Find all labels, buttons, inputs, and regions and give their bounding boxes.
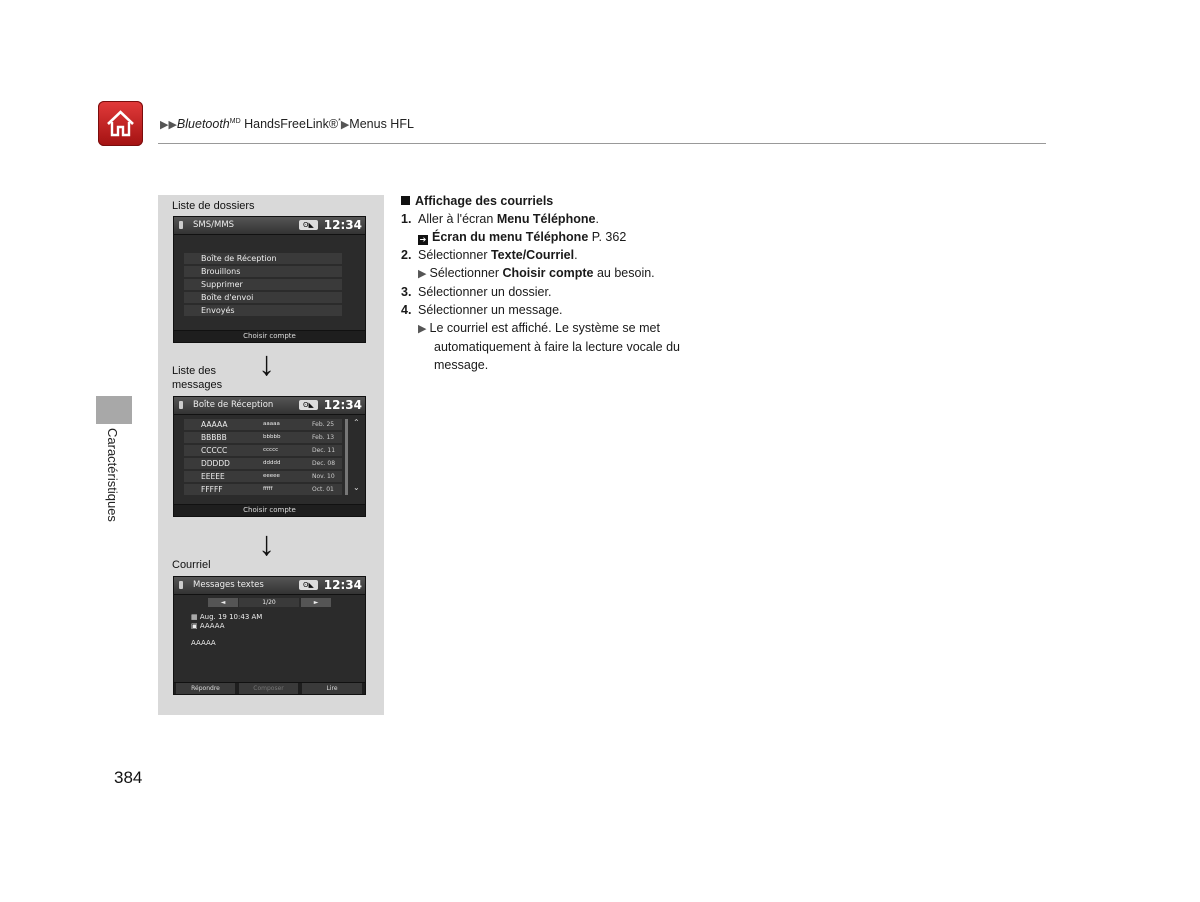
screen-folder-list <box>173 216 366 343</box>
read-button[interactable]: Lire <box>302 683 362 694</box>
screen-title: SMS/MMS <box>193 220 235 230</box>
folder-item[interactable]: Brouillons <box>184 266 342 277</box>
scrollbar[interactable] <box>345 419 348 495</box>
step-1: 1. Aller à l'écran Menu Téléphone. <box>401 212 599 226</box>
square-bullet-icon <box>401 196 410 205</box>
scroll-up-icon[interactable]: ⌃ <box>353 418 360 427</box>
choose-account-button[interactable]: Choisir compte <box>174 330 365 342</box>
instructions <box>401 192 721 374</box>
reply-button[interactable]: Répondre <box>176 683 235 694</box>
message-row[interactable]: DDDDD ddddd Dec. 08 <box>184 458 342 469</box>
down-arrow-icon: ↓ <box>258 345 275 383</box>
screens-panel <box>158 195 384 715</box>
scroll-down-icon[interactable]: ⌄ <box>353 483 360 492</box>
home-button[interactable] <box>98 101 143 146</box>
home-icon <box>104 107 137 140</box>
label-email: Courriel <box>172 559 211 571</box>
screen-header <box>174 217 365 235</box>
phone-icon <box>179 221 183 229</box>
section-tab[interactable] <box>96 396 132 424</box>
step-4-note-cont: automatiquement à faire la lecture vocale du <box>434 340 680 354</box>
next-message-button[interactable]: ► <box>301 598 331 607</box>
message-row[interactable]: AAAAA aaaaa Feb. 25 <box>184 419 342 430</box>
message-row[interactable]: EEEEE eeeee Nov. 10 <box>184 471 342 482</box>
breadcrumb-arrow-icon: ▶ <box>340 119 350 131</box>
bluetooth-status-icon: ʘ◣ <box>299 580 318 590</box>
step-4-note-cont: message. <box>434 358 489 372</box>
bluetooth-status-icon: ʘ◣ <box>299 400 318 410</box>
phone-icon <box>179 401 183 409</box>
breadcrumb-hfl: HandsFreeLink® <box>240 117 339 131</box>
screen-message-list <box>173 396 366 517</box>
message-body: AAAAA <box>191 639 216 647</box>
folder-item[interactable]: Boîte d'envoi <box>184 292 342 303</box>
label-folders: Liste de dossiers <box>172 200 255 212</box>
step-4-note: ▶ Le courriel est affiché. Le système se met <box>418 321 660 335</box>
down-arrow-icon: ↓ <box>258 525 275 563</box>
screen-header <box>174 397 365 415</box>
triangle-bullet-icon: ▶ <box>418 268 430 280</box>
label-messages: Liste des messages <box>172 365 223 391</box>
step-1-reference[interactable]: ➔ Écran du menu Téléphone P. 362 <box>419 230 627 244</box>
contact-icon: ▣ <box>191 622 200 630</box>
step-2: 2. Sélectionner Texte/Courriel. <box>401 248 578 262</box>
message-row[interactable]: CCCCC ccccc Dec. 11 <box>184 445 342 456</box>
step-3: 3. Sélectionner un dossier. <box>401 285 552 299</box>
compose-button[interactable]: Composer <box>239 683 298 694</box>
clock: 12:34 <box>323 398 362 412</box>
breadcrumb-menus: Menus HFL <box>349 117 414 131</box>
screen-title: Messages textes <box>193 580 264 590</box>
screen-email-view <box>173 576 366 695</box>
calendar-icon: ▦ <box>191 613 200 621</box>
choose-account-button[interactable]: Choisir compte <box>174 504 365 516</box>
breadcrumb: ▶▶Bluetooth$^{MD}$ HandsFreeLink®*▶Menus HFL <box>160 117 414 131</box>
folder-item[interactable]: Boîte de Réception <box>184 253 342 264</box>
screen-header <box>174 577 365 595</box>
section-heading: Affichage des courriels <box>401 192 721 210</box>
step-4: 4. Sélectionner un message. <box>401 303 563 317</box>
message-sender: ▣ AAAAA <box>191 622 225 630</box>
breadcrumb-arrow-icon: ▶▶ <box>160 119 177 131</box>
clock: 12:34 <box>323 218 362 232</box>
message-date: ▦ Aug. 19 10:43 AM <box>191 613 263 621</box>
bluetooth-status-icon: ʘ◣ <box>299 220 318 230</box>
breadcrumb-bluetooth: Bluetooth <box>176 117 230 131</box>
prev-message-button[interactable]: ◄ <box>208 598 238 607</box>
phone-icon <box>179 581 183 589</box>
folder-item[interactable]: Supprimer <box>184 279 342 290</box>
clock: 12:34 <box>323 578 362 592</box>
page-indicator: 1/20 <box>239 598 299 607</box>
page-number: 384 <box>114 768 143 787</box>
step-2-note: ▶ Sélectionner Choisir compte au besoin. <box>418 266 655 280</box>
message-row[interactable]: BBBBB bbbbb Feb. 13 <box>184 432 342 443</box>
screen-title: Boîte de Réception <box>193 400 274 410</box>
message-row[interactable]: FFFFF fffff Oct. 01 <box>184 484 342 495</box>
triangle-bullet-icon: ▶ <box>418 323 430 335</box>
header-rule <box>158 143 1046 144</box>
cross-reference-icon: ➔ <box>419 235 427 244</box>
folder-item[interactable]: Envoyés <box>184 305 342 316</box>
section-label: Caractéristiques <box>105 428 120 522</box>
